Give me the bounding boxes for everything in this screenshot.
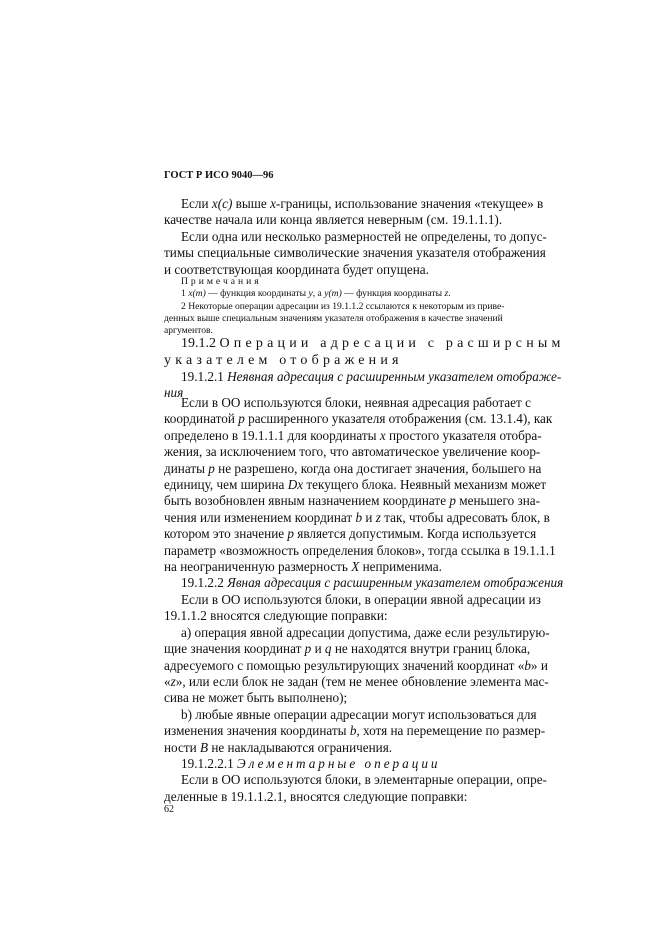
text-segment: Явная адресация с расширенным указателем отображения [227,575,564,591]
text-line [164,245,546,261]
text-segment: неприменима. [359,559,442,575]
text-line [164,300,505,313]
text-line [164,740,498,756]
text-segment: быть возобновлен явным назначением координате [164,493,450,509]
text-segment: не находятся внутри границ блока, [331,641,531,657]
text-segment: b [524,657,531,673]
text-line [164,336,565,353]
text-segment: и [311,641,325,657]
text-segment: x(c) [211,196,233,211]
text-segment: координатой [164,411,239,427]
text-segment: меньшего зна- [455,493,541,509]
text-segment: чения или изменением координат [164,509,356,525]
text-line [164,559,498,575]
text-segment: щие значения координат [164,641,305,657]
text-line [164,509,550,526]
text-segment: и [362,509,376,525]
text-segment: b) любые явные операции адресации могут использоваться для [181,706,537,722]
text-segment: 19.1.2 [181,336,220,351]
text-line [164,624,550,641]
text-line [164,772,547,788]
text-segment: жения, за исключением того, что автоматическое увеличение коор- [164,444,541,460]
text-segment: -границы, использование значения «текущее» в [275,196,544,211]
text-line [164,526,537,542]
text-segment: аргументов. [164,325,213,337]
text-segment: Примечания [181,276,262,287]
text-segment: не накладываются ограничения. [208,739,393,755]
text-line [164,706,537,723]
text-segment: Операции адресации с расширсным [219,336,565,351]
text-line [164,312,503,325]
text-segment: y [308,288,313,300]
text-segment: не разрешено, когда она достигает значения, большего на [214,460,542,476]
text-line [164,756,498,772]
text-segment: динаты [164,460,209,476]
intro-paragraphs [164,196,547,278]
text-segment: ния [164,385,184,401]
text-segment: 19.1.2.2.1 [181,755,238,771]
text-segment: параметр «возможность определения блоков», тогда ссылка в 19.1.1.1 [164,542,556,558]
text-segment: X [351,559,360,575]
text-segment: является допустимым. Когда используется [294,526,537,542]
text-segment: указателем отображения [164,352,403,368]
text-segment: 19.1.2.2 [181,575,228,591]
text-line [164,353,498,370]
text-segment: так, чтобы адресовать блок, в [380,509,550,525]
text-segment: единицу, чем ширина [164,477,288,493]
text-line [164,444,541,460]
text-segment: на неограниченную размерность [164,559,352,575]
text-segment: денных выше специальным значениям указателя отображения в качестве значений [164,312,503,324]
text-segment: — функция координаты [205,288,309,300]
text-line [164,228,547,245]
text-segment: p [304,641,312,657]
text-segment: Dx [287,477,304,493]
text-segment: выше [232,196,271,211]
text-segment: тимы специальные символические значения указателя отображения [164,245,546,261]
text-segment: Если [181,196,212,211]
text-segment: и соответствующая координата будет опущена. [164,261,429,277]
text-segment: p [287,526,294,542]
text-line [164,477,547,493]
text-line [164,196,544,212]
text-segment: адресуемого с помощью результирующих значений координат « [164,657,525,673]
text-line [164,395,531,411]
text-segment: котором это значение [164,526,288,542]
text-segment: простого указателя отобра- [385,427,542,443]
section-heading [164,336,565,369]
text-segment: B [199,739,209,755]
text-segment: 1 [181,288,189,300]
text-line [164,641,531,657]
text-segment: качестве начала или конца является неверным (см. 19.1.1.1). [164,212,503,228]
text-segment: , хотя на перемещение по размер- [356,723,546,739]
text-line [164,657,548,674]
text-segment: z [375,509,381,525]
text-segment: Если одна или несколько размерностей не определены, то допус- [181,228,547,244]
notes-block [164,276,505,337]
text-line [164,493,541,509]
text-line [164,575,564,591]
text-segment: расширенного указателя отображения (см. 13.1.4), как [244,411,553,427]
text-segment: Если в ОО используются блоки, в элементарные операции, опре- [181,772,547,788]
text-segment: « [164,673,171,689]
text-segment: y(m) [324,288,342,300]
text-segment: Элементарные операции [237,755,441,771]
text-segment: » и [530,657,548,673]
text-segment: p [208,460,215,476]
text-segment: Если в ОО используются блоки, неявная адресация работает с [181,395,531,410]
text-segment: p [449,493,456,509]
text-segment: ности [164,739,200,755]
text-segment: Неявная адресация с расширенным указателем отображе- [227,369,562,384]
document-header: ГОСТ Р ИСО 9040—96 [164,170,274,181]
text-segment: q [324,641,332,657]
text-segment: z [170,673,176,689]
text-segment: — функция координаты [341,288,445,300]
text-segment: b [349,723,357,739]
text-segment: а) операция явной адресации допустима, даже если результирую- [181,624,550,640]
text-segment: 19.1.1.2 вносятся следующие поправки: [164,608,388,624]
text-line [164,542,556,559]
text-segment: текущего блока. Неявный механизм может [303,477,547,493]
text-segment: x [270,196,276,211]
text-segment: 19.1.2.1 [181,369,228,384]
text-line [164,427,542,444]
text-line [164,789,498,805]
text-segment: x(m) [188,288,206,300]
text-segment: p [238,411,245,427]
text-segment: деленные в 19.1.1.2.1, вносятся следующие поправки: [164,788,468,804]
text-segment: b [355,509,363,525]
text-segment: изменения значения координаты [164,723,350,739]
text-segment: Если в ОО используются блоки, в операции явной адресации из [181,591,541,607]
text-segment: », или если блок не задан (тем не менее обновление элемента мас- [175,673,549,689]
text-line [164,212,503,228]
text-line [164,673,549,690]
main-body [164,395,564,805]
text-line [164,369,562,385]
text-line [164,608,498,624]
text-segment: x [379,427,386,443]
text-line [164,591,541,608]
text-segment: 2 Некоторые операции адресации из 19.1.1.2 ссылаются к некоторым из приве- [181,300,505,312]
text-segment: сива не может быть выполнено); [164,690,348,706]
text-line [164,411,553,427]
text-segment: определено в 19.1.1.1 для координаты [164,427,380,443]
text-line [164,460,542,477]
text-line [164,723,546,739]
text-line [164,276,498,288]
text-segment: z [444,288,449,300]
page-number: 62 [164,804,174,815]
text-segment: , а [312,288,325,300]
text-segment: . [448,288,451,300]
text-line [164,288,498,300]
text-line [164,690,498,706]
